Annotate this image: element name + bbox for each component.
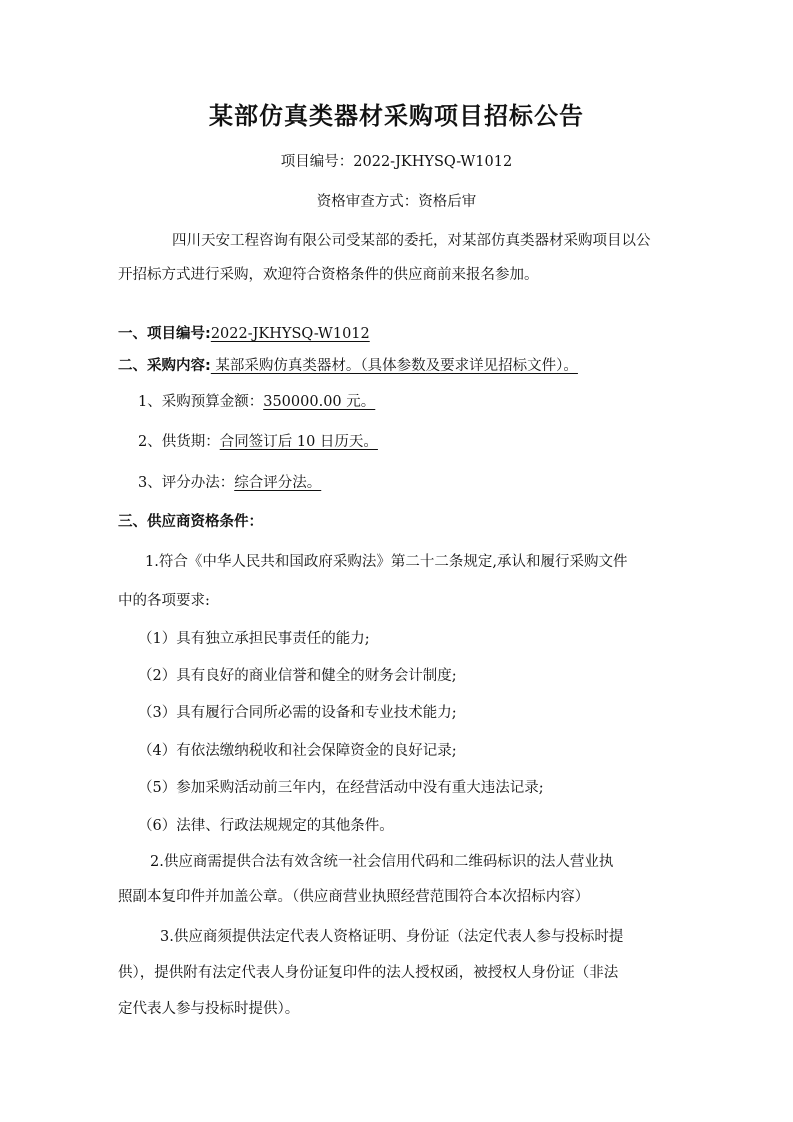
delivery-value: 合同签订后 10 日历天。 xyxy=(219,434,378,450)
document-title: 某部仿真类器材采购项目招标公告 xyxy=(209,102,584,130)
requirement-3-line-1: 3.供应商须提供法定代表人资格证明、身份证（法定代表人参与投标时提 xyxy=(160,929,624,945)
section-1-label: 一、项目编号: xyxy=(118,326,211,342)
delivery-label: 2、供货期： xyxy=(138,434,220,450)
requirement-3-line-2: 供），提供附有法定代表人身份证复印件的法人授权函，被授权人身份证（非法 xyxy=(118,965,619,981)
section-project-number xyxy=(118,322,370,343)
section-procurement-content xyxy=(118,354,578,375)
delivery-line xyxy=(138,430,378,451)
review-method-line: 资格审查方式：资格后审 xyxy=(316,194,477,210)
budget-line xyxy=(138,390,375,411)
requirement-1-line-2: 中的各项要求: xyxy=(118,593,210,609)
project-number-line: 项目编号：2022-JKHYSQ-W1012 xyxy=(280,154,513,170)
condition-5: （5）参加采购活动前三年内，在经营活动中没有重大违法记录; xyxy=(138,780,544,796)
condition-6: （6）法律、行政法规规定的其他条件。 xyxy=(138,818,394,834)
section-1-value: 2022-JKHYSQ-W1012 xyxy=(210,326,370,342)
section-2-value: 某部采购仿真类器材。（具体参数及要求详见招标文件）。 xyxy=(210,358,578,374)
requirement-2-line-2: 照副本复印件并加盖公章。（供应商营业执照经营范围符合本次招标内容） xyxy=(118,889,590,905)
requirement-3-line-3: 定代表人参与投标时提供）。 xyxy=(118,1001,300,1017)
evaluation-label: 3、评分办法： xyxy=(138,475,235,491)
condition-2: （2）具有良好的商业信誉和健全的财务会计制度; xyxy=(138,668,457,684)
budget-value: 350000.00 元。 xyxy=(263,394,376,410)
requirement-1-line-1: 1.符合《中华人民共和国政府采购法》第二十二条规定,承认和履行采购文件 xyxy=(145,554,628,570)
budget-label: 1、采购预算金额： xyxy=(138,394,264,410)
intro-line-1: 四川天安工程咨询有限公司受某部的委托，对某部仿真类器材采购项目以公 xyxy=(172,233,651,249)
condition-1: （1）具有独立承担民事责任的能力; xyxy=(138,631,370,647)
evaluation-value: 综合评分法。 xyxy=(234,475,322,491)
requirement-2-line-1: 2.供应商需提供合法有效含统一社会信用代码和二维码标识的法人营业执 xyxy=(150,854,614,870)
section-2-label: 二、采购内容: xyxy=(118,358,211,374)
condition-4: （4）有依法缴纳税收和社会保障资金的良好记录; xyxy=(138,743,457,759)
evaluation-line xyxy=(138,471,321,492)
intro-line-2: 开招标方式进行采购，欢迎符合资格条件的供应商前来报名参加。 xyxy=(118,267,539,283)
section-3-label: 三、供应商资格条件： xyxy=(118,514,263,530)
condition-3: （3）具有履行合同所必需的设备和专业技术能力; xyxy=(138,705,457,721)
